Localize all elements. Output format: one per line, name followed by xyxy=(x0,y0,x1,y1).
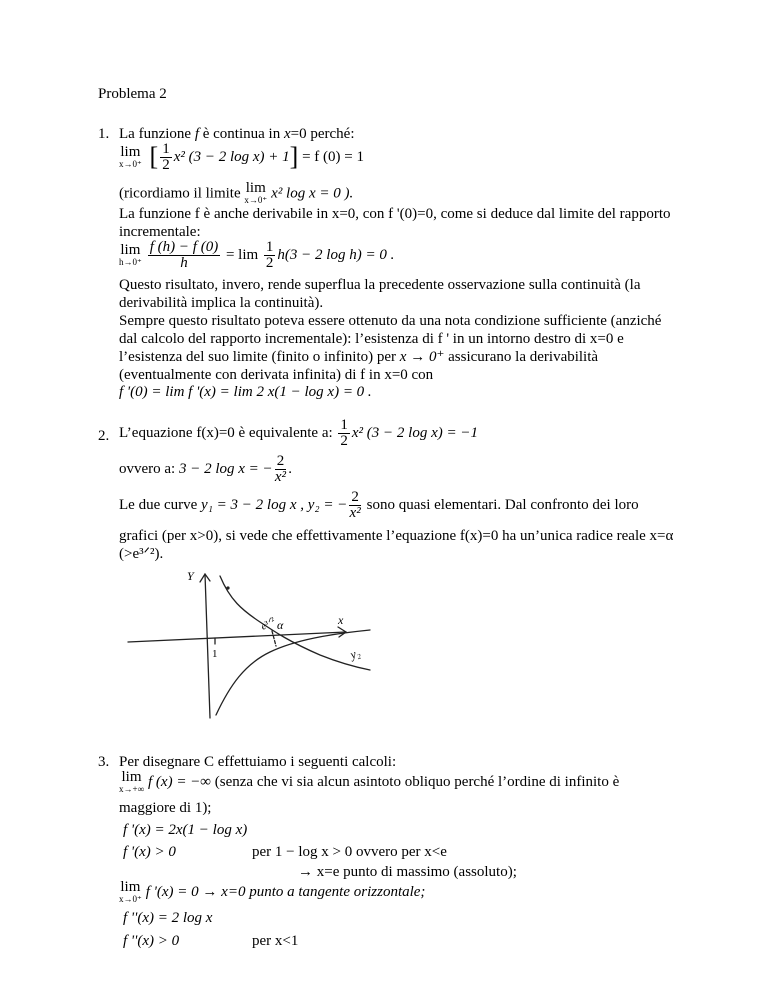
second-derivative-positive: f ''(x) > 0 xyxy=(123,933,180,949)
note-line-4: dal calcolo del rapporto incrementale): l’esistenza di f ' in un intorno destro di x=0 e xyxy=(119,331,624,347)
note-line-2: derivabilità implica la continuità). xyxy=(119,295,324,311)
final-derivative-equation: f '(0) = lim f '(x) = lim 2 x(1 − log x) = 0 . xyxy=(119,384,372,400)
alpha-label: α xyxy=(277,618,284,632)
continuity-equation: lim x→0⁺ [ $\frac{1}{2}$ x² (3 − 2 log x) + 1] = f (0) = 1 xyxy=(119,141,364,174)
deriv-line-1: La funzione f è anche derivabile in x=0, con f '(0)=0, come si deduce dal limite del rapporto xyxy=(119,206,671,222)
note-line-3: Sempre questo risultato poteva essere ottenuto da una nota condizione sufficiente (anziché xyxy=(119,313,662,329)
y-axis-label: Y xyxy=(187,569,194,583)
e32-label: e³ᐟ² xyxy=(259,615,278,633)
ovvero-equation: ovvero a: 3 − 2 log x = − $\frac{2}{\text{x²}}$ . xyxy=(119,453,292,486)
y-axis xyxy=(205,574,210,718)
note-line-5: l’esistenza del suo limite (finito o infinito) per x → 0⁺ assicurano la derivabilità xyxy=(119,349,599,365)
y2-label: y₂ xyxy=(348,645,362,662)
graph-line-2: (>e³ᐟ²). xyxy=(119,546,164,562)
item-3-intro: Per disegnare C effettuiamo i seguenti calcoli: xyxy=(119,754,397,770)
problem-title: Problema 2 xyxy=(98,86,167,102)
item-3-number: 3. xyxy=(98,754,110,770)
max-note: → x=e punto di massimo (assoluto); xyxy=(298,864,517,880)
second-derivative: f ''(x) = 2 log x xyxy=(123,910,213,926)
item-1-number: 1. xyxy=(98,126,110,142)
curves-sketch xyxy=(120,560,380,730)
equivalence-equation: L’equazione f(x)=0 è equivalente a: $\frac{1}{2}$ x² (3 − 2 log x) = −1 xyxy=(119,417,478,450)
alpha-marker xyxy=(272,631,276,646)
curve-y1 xyxy=(220,576,370,670)
item-2-number: 2. xyxy=(98,428,110,444)
note-line-6: (eventualmente con derivata infinita) di f in x=0 con xyxy=(119,367,434,383)
limit-derivative: lim x→0⁺ f '(x) = 0 → x=0 punto a tangente orizzontale; xyxy=(119,878,426,904)
limit-note-2: maggiore di 1); xyxy=(119,800,212,816)
x-axis xyxy=(128,632,346,642)
dot xyxy=(226,586,229,589)
second-derivative-condition: per x<1 xyxy=(252,933,299,949)
recall-limit: (ricordiamo il limite lim x→0⁺ x² log x = 0 ). xyxy=(119,180,354,205)
incremental-ratio: lim h→0⁺ $\frac{f (h) - f (0)}{h}$ = lim $\frac{1}{2}$ h(3 − 2 log h) = 0 . xyxy=(119,239,395,272)
first-derivative-positive: f '(x) > 0 xyxy=(123,844,176,860)
curves-line: Le due curve y₁ = 3 − 2 log x , y₂ = − $\frac{2}{\text{x²}}$ sono quasi elementari. Dal confronto dei loro xyxy=(119,489,639,522)
note-line-1: Questo risultato, invero, rende superflua la precedente osservazione sulla continuità (la xyxy=(119,277,641,293)
graph-line-1: grafici (per x>0), si vede che effettivamente l’equazione f(x)=0 ha un’unica radice reale x=α xyxy=(119,528,674,544)
tick-one-label: 1 xyxy=(212,648,218,660)
deriv-line-2: incrementale: xyxy=(119,224,201,240)
item-1-intro: La funzione f è continua in x=0 perché: xyxy=(119,126,355,142)
limit-infinity: lim x→+∞ f (x) = −∞ (senza che vi sia alcun asintoto obliquo perché l’ordine di infinito è xyxy=(119,768,620,794)
first-derivative-condition: per 1 − log x > 0 ovvero per x<e xyxy=(252,844,447,860)
first-derivative: f '(x) = 2x(1 − log x) xyxy=(123,822,248,838)
x-axis-label: x xyxy=(338,613,344,627)
